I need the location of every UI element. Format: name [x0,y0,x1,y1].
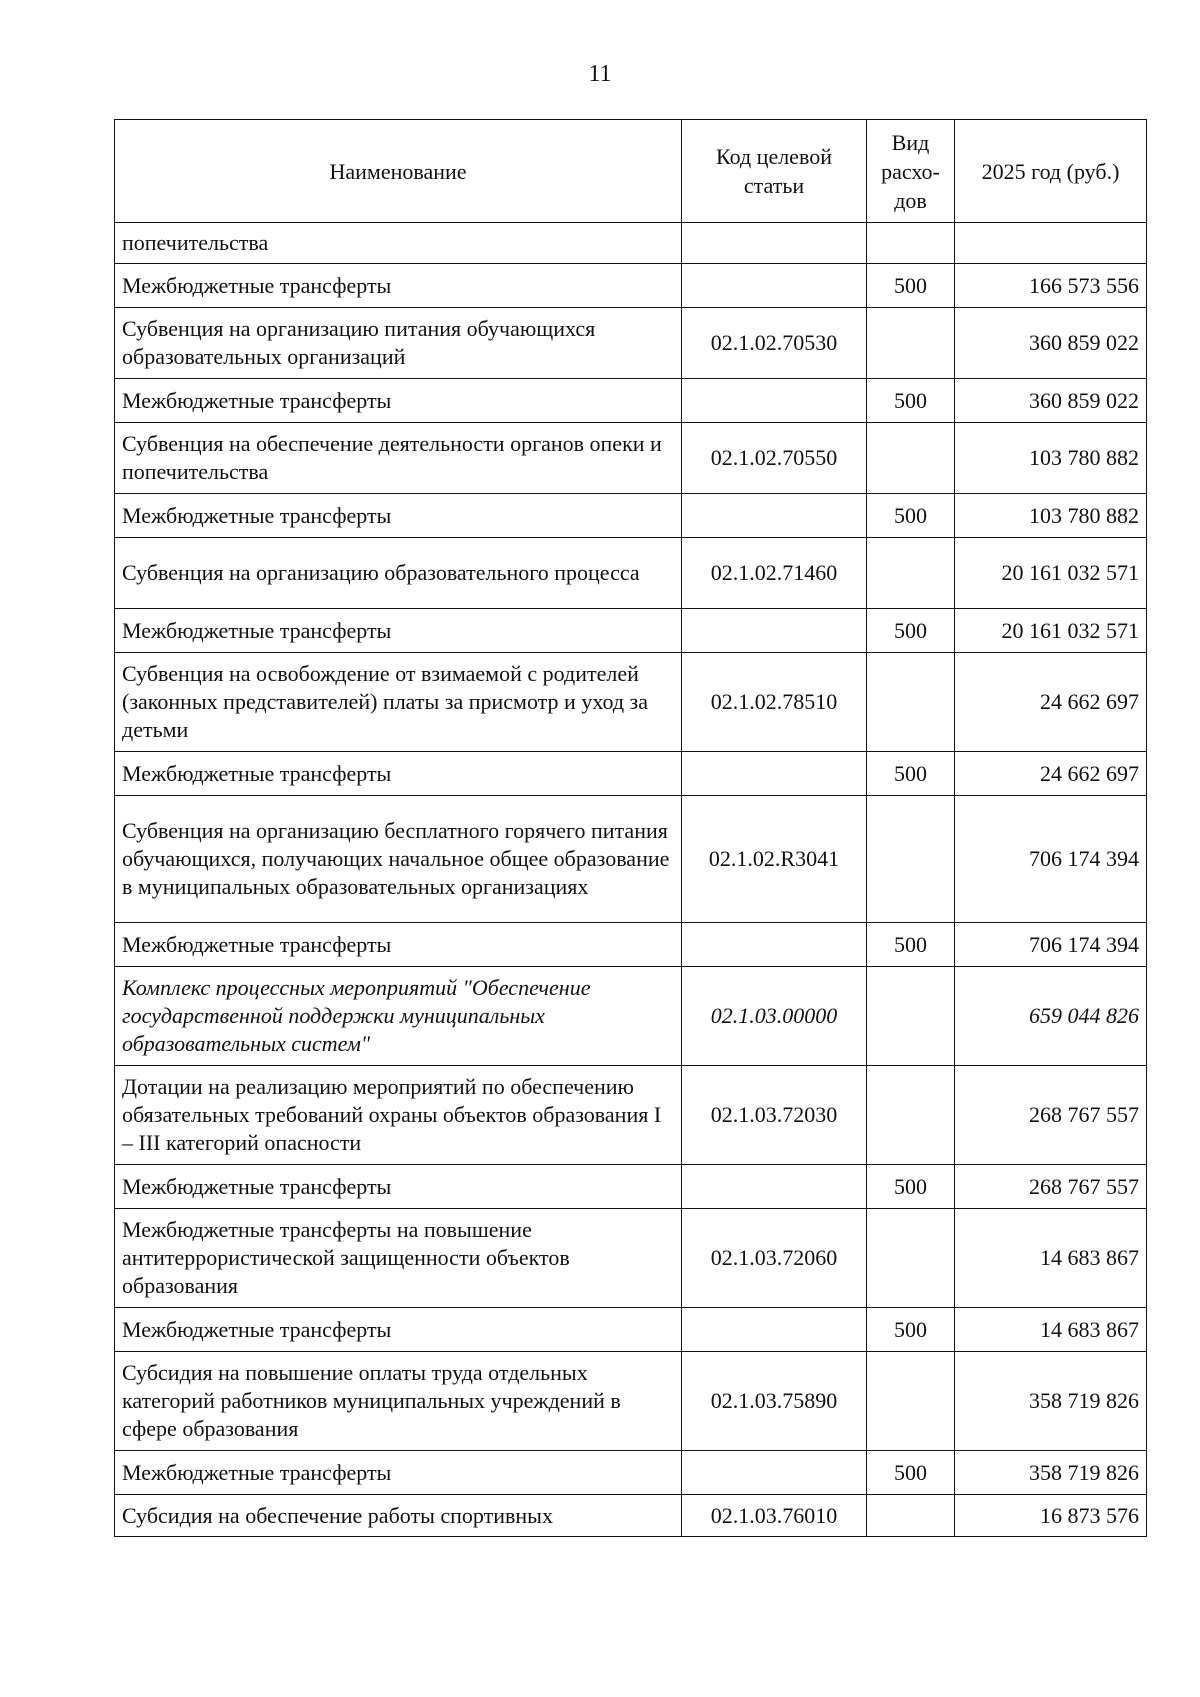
header-code: Код целевой статьи [682,120,867,223]
table-row [115,1308,1147,1352]
cell-code: 02.1.02.70530 [682,308,867,379]
cell-type [867,1066,955,1165]
cell-amount: 706 174 394 [955,923,1147,967]
cell-type [867,796,955,923]
cell-amount: 706 174 394 [955,796,1147,923]
cell-code: 02.1.03.75890 [682,1352,867,1451]
table-row [115,264,1147,308]
cell-amount: 16 873 576 [955,1495,1147,1537]
cell-name: Межбюджетные трансферты [115,923,682,967]
cell-name: Межбюджетные трансферты на повышение антитеррористической защищенности объектов образования [115,1209,682,1308]
budget-table [114,119,1147,1537]
cell-amount: 103 780 882 [955,423,1147,494]
cell-code [682,1451,867,1495]
cell-type [867,1352,955,1451]
table-header-row [115,120,1147,223]
cell-name: Дотации на реализацию мероприятий по обеспечению обязательных требований охраны объектов образования I – III категорий опасности [115,1066,682,1165]
cell-amount: 20 161 032 571 [955,609,1147,653]
cell-amount [955,223,1147,264]
cell-name: Межбюджетные трансферты [115,1165,682,1209]
table-row [115,796,1147,923]
cell-amount: 20 161 032 571 [955,538,1147,609]
cell-amount: 103 780 882 [955,494,1147,538]
table-row [115,308,1147,379]
header-type: Вид расхо-дов [867,120,955,223]
cell-name: Межбюджетные трансферты [115,264,682,308]
cell-name: Межбюджетные трансферты [115,609,682,653]
cell-name: попечительства [115,223,682,264]
cell-name: Субвенция на организацию питания обучающихся образовательных организаций [115,308,682,379]
cell-code: 02.1.02.R3041 [682,796,867,923]
table-row [115,379,1147,423]
table-row [115,752,1147,796]
table-row [115,1495,1147,1537]
table-row [115,1352,1147,1451]
cell-code [682,494,867,538]
table-row [115,967,1147,1066]
cell-name: Субвенция на обеспечение деятельности органов опеки и попечительства [115,423,682,494]
cell-amount: 14 683 867 [955,1209,1147,1308]
cell-type [867,223,955,264]
cell-amount: 358 719 826 [955,1451,1147,1495]
cell-type [867,308,955,379]
cell-type: 500 [867,1165,955,1209]
cell-code [682,923,867,967]
header-name: Наименование [115,120,682,223]
cell-type: 500 [867,264,955,308]
cell-name: Межбюджетные трансферты [115,379,682,423]
cell-amount: 360 859 022 [955,379,1147,423]
cell-type [867,967,955,1066]
cell-code [682,1308,867,1352]
cell-type [867,423,955,494]
cell-type: 500 [867,1451,955,1495]
cell-amount: 24 662 697 [955,752,1147,796]
cell-code [682,223,867,264]
table-row [115,1066,1147,1165]
cell-type: 500 [867,923,955,967]
table-row [115,538,1147,609]
cell-type: 500 [867,494,955,538]
cell-name: Субвенция на организацию образовательного процесса [115,538,682,609]
cell-name: Субвенция на освобождение от взимаемой с родителей (законных представителей) платы за присмотр и уход за детьми [115,653,682,752]
cell-code [682,609,867,653]
cell-code: 02.1.03.00000 [682,967,867,1066]
cell-name: Субсидия на повышение оплаты труда отдельных категорий работников муниципальных учреждений в сфере образования [115,1352,682,1451]
cell-amount: 360 859 022 [955,308,1147,379]
cell-name: Межбюджетные трансферты [115,1308,682,1352]
table-row [115,423,1147,494]
table-row [115,223,1147,264]
table-row [115,923,1147,967]
header-amount: 2025 год (руб.) [955,120,1147,223]
cell-code: 02.1.03.72030 [682,1066,867,1165]
cell-amount: 166 573 556 [955,264,1147,308]
cell-type: 500 [867,379,955,423]
cell-code: 02.1.02.78510 [682,653,867,752]
cell-type [867,1495,955,1537]
cell-code: 02.1.02.71460 [682,538,867,609]
table-row [115,609,1147,653]
cell-name: Комплекс процессных мероприятий "Обеспечение государственной поддержки муниципальных образовательных систем" [115,967,682,1066]
table-row [115,494,1147,538]
table-row [115,653,1147,752]
cell-code: 02.1.02.70550 [682,423,867,494]
cell-amount: 24 662 697 [955,653,1147,752]
cell-type [867,538,955,609]
cell-name: Межбюджетные трансферты [115,494,682,538]
cell-amount: 659 044 826 [955,967,1147,1066]
table-row [115,1209,1147,1308]
cell-name: Субвенция на организацию бесплатного горячего питания обучающихся, получающих начальное общее образование в муниципальных образовательных организациях [115,796,682,923]
cell-type: 500 [867,1308,955,1352]
cell-name: Межбюджетные трансферты [115,1451,682,1495]
table-body [115,223,1147,1537]
cell-amount: 358 719 826 [955,1352,1147,1451]
page-number: 11 [588,61,612,87]
cell-code: 02.1.03.76010 [682,1495,867,1537]
cell-code [682,1165,867,1209]
cell-name: Межбюджетные трансферты [115,752,682,796]
cell-amount: 14 683 867 [955,1308,1147,1352]
cell-name: Субсидия на обеспечение работы спортивных [115,1495,682,1537]
cell-code [682,379,867,423]
cell-code [682,264,867,308]
cell-type: 500 [867,752,955,796]
table-row [115,1165,1147,1209]
cell-amount: 268 767 557 [955,1165,1147,1209]
cell-amount: 268 767 557 [955,1066,1147,1165]
cell-code: 02.1.03.72060 [682,1209,867,1308]
cell-type: 500 [867,609,955,653]
cell-code [682,752,867,796]
cell-type [867,1209,955,1308]
cell-type [867,653,955,752]
table-row [115,1451,1147,1495]
